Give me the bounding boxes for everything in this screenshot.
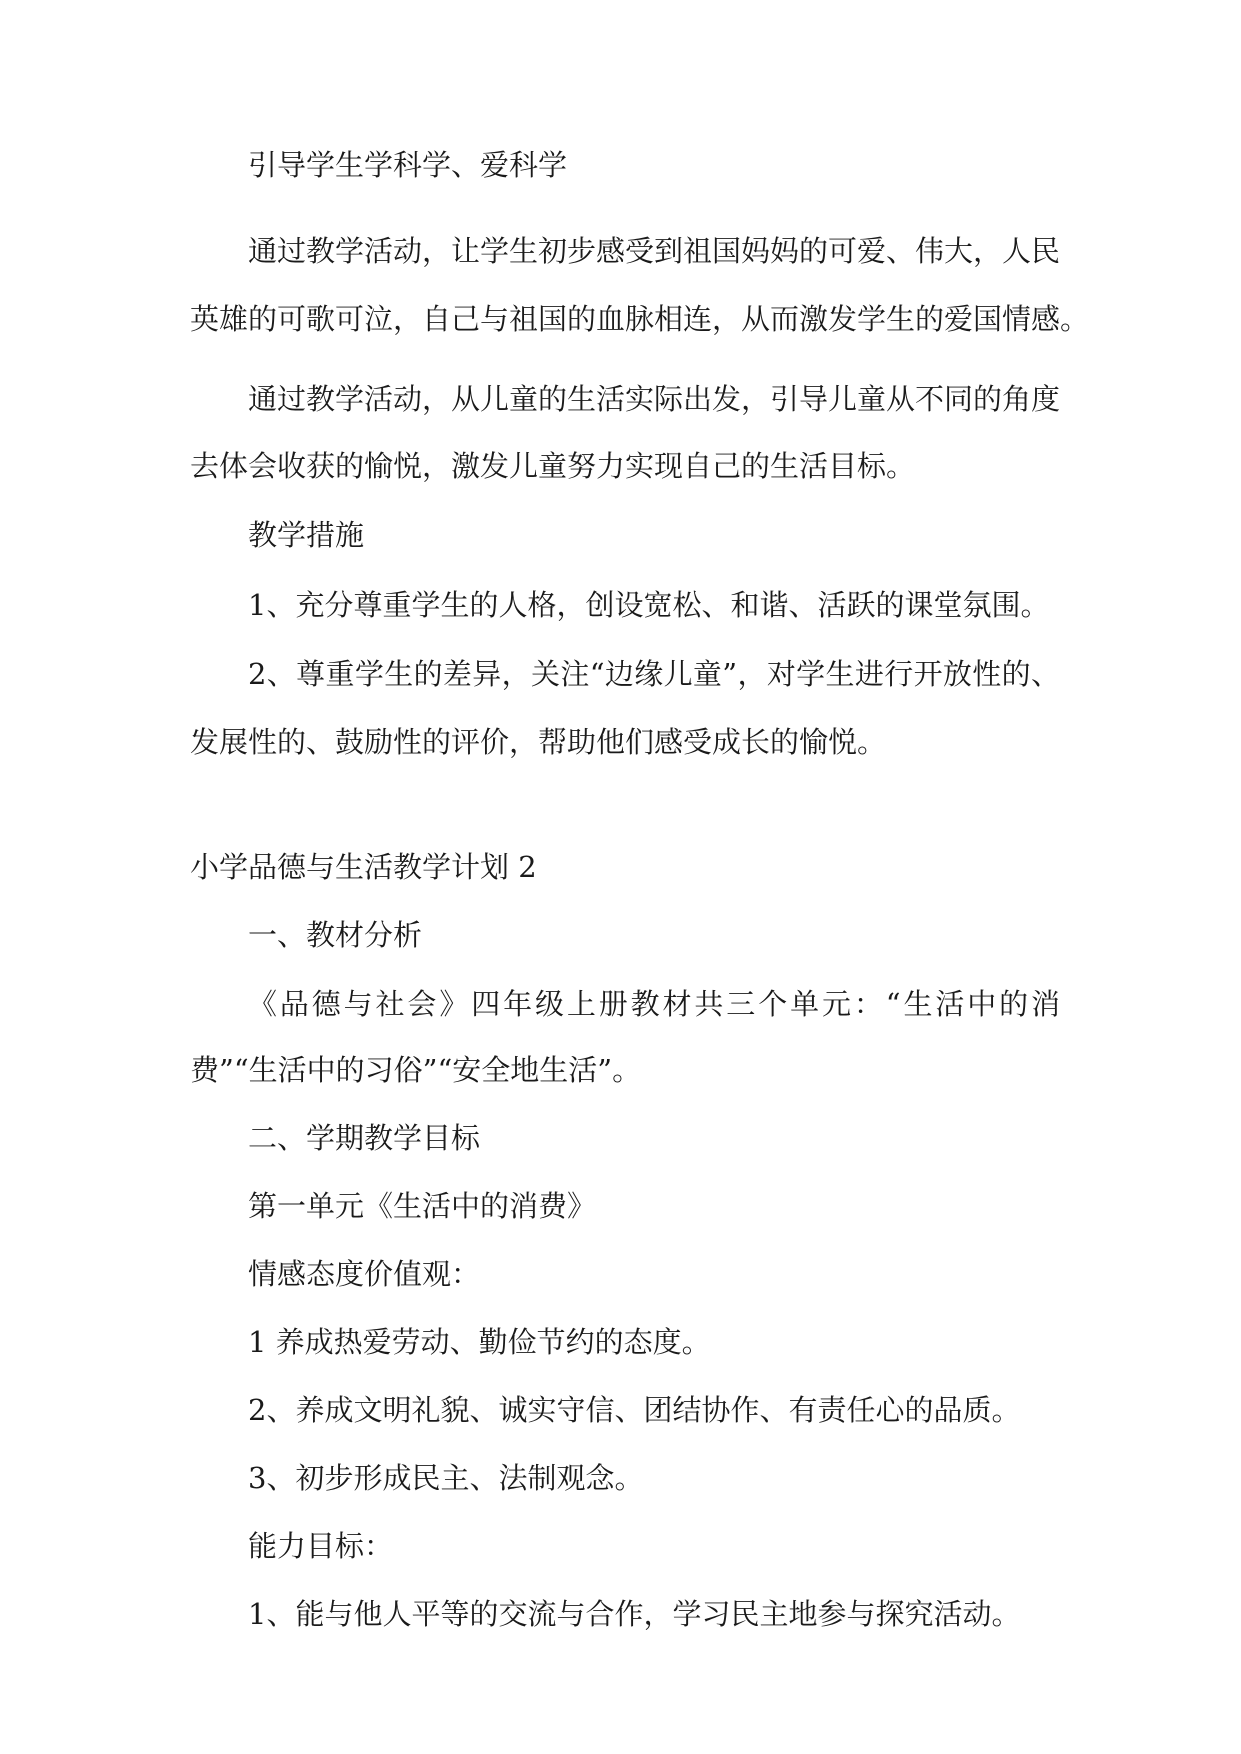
section-heading-textbook-analysis: 一、教材分析 bbox=[248, 918, 423, 952]
unit-1-heading: 第一单元《生活中的消费》 bbox=[248, 1189, 597, 1223]
textbook-analysis-line-1: 《品德与社会》四年级上册教材共三个单元：“生活中的消 bbox=[248, 987, 1060, 1021]
section-heading-semester-goals: 二、学期教学目标 bbox=[248, 1121, 481, 1155]
attitude-item-2: 2、养成文明礼貌、诚实守信、团结协作、有责任心的品质。 bbox=[248, 1393, 1021, 1427]
section-heading-teaching-measures: 教学措施 bbox=[248, 518, 365, 552]
measure-item-2-line-1: 2、尊重学生的差异，关注“边缘儿童”，对学生进行开放性的、 bbox=[248, 657, 1060, 691]
attitude-item-1: 1 养成热爱劳动、勤俭节约的态度。 bbox=[248, 1325, 711, 1359]
measure-item-1: 1、充分尊重学生的人格，创设宽松、和谐、活跃的课堂氛围。 bbox=[248, 588, 1050, 622]
paragraph-life-goals-line-2: 去体会收获的愉悦，激发儿童努力实现自己的生活目标。 bbox=[190, 449, 916, 483]
paragraph-patriotism-line-1: 通过教学活动，让学生初步感受到祖国妈妈的可爱、伟大，人民 bbox=[248, 234, 1061, 268]
subheading-attitudes-values: 情感态度价值观： bbox=[248, 1257, 481, 1291]
plan-title: 小学品德与生活教学计划 2 bbox=[190, 850, 537, 884]
subheading-ability-goals: 能力目标： bbox=[248, 1529, 394, 1563]
paragraph-science-line: 引导学生学科学、爱科学 bbox=[248, 148, 568, 182]
paragraph-patriotism-line-2: 英雄的可歌可泣，自己与祖国的血脉相连，从而激发学生的爱国情感。 bbox=[190, 302, 1090, 336]
ability-item-1: 1、能与他人平等的交流与合作，学习民主地参与探究活动。 bbox=[248, 1597, 1021, 1631]
paragraph-life-goals-line-1: 通过教学活动，从儿童的生活实际出发，引导儿童从不同的角度 bbox=[248, 382, 1061, 416]
textbook-analysis-line-2: 费”“生活中的习俗”“安全地生活”。 bbox=[190, 1053, 642, 1087]
attitude-item-3: 3、初步形成民主、法制观念。 bbox=[248, 1461, 644, 1495]
measure-item-2-line-2: 发展性的、鼓励性的评价，帮助他们感受成长的愉悦。 bbox=[190, 725, 887, 759]
